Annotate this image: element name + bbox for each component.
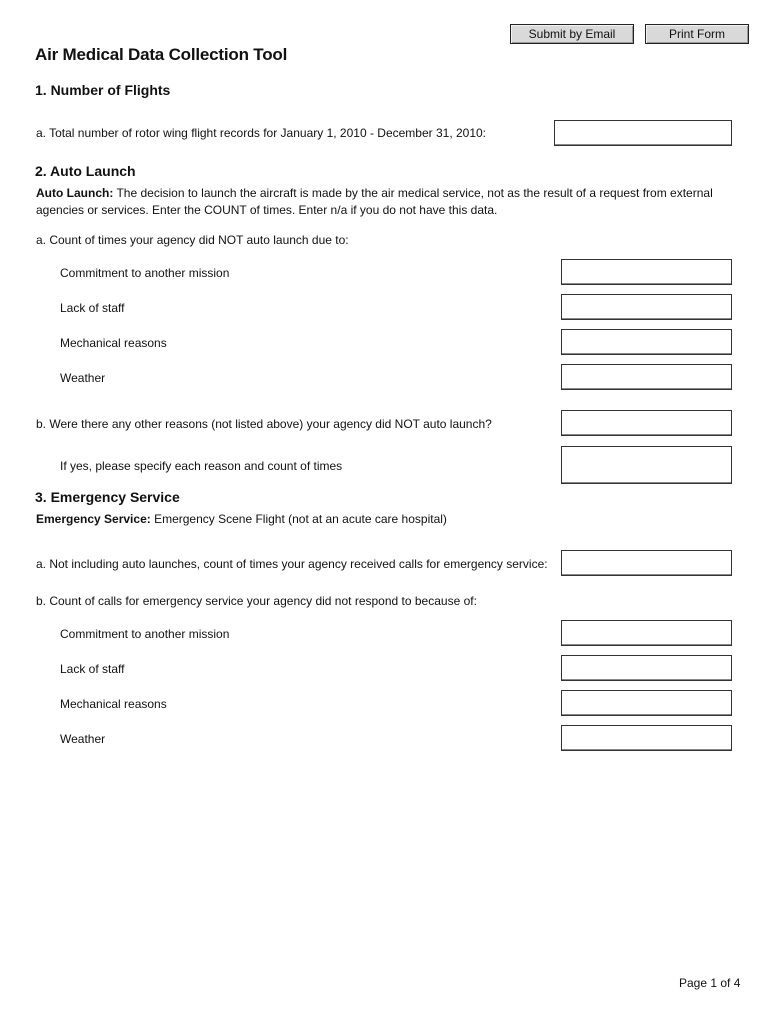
specify-reasons-label: If yes, please specify each reason and count of times (60, 459, 343, 473)
auto-launch-reason-label: Commitment to another mission (60, 266, 230, 280)
section-3-item-b-label: b. Count of calls for emergency service your agency did not respond to because of: (36, 594, 477, 608)
auto-launch-definition (36, 185, 751, 219)
section-2-item-a-label: a. Count of times your agency did NOT auto launch due to: (36, 233, 349, 247)
auto-launch-definition-text: The decision to launch the aircraft is made by the air medical service, not as the result of a request from external agencies or services. Enter the COUNT of times. Enter n/a if you do not have this data. (36, 186, 713, 217)
no-response-reason-label: Weather (60, 732, 106, 746)
emergency-service-term: Emergency Service: (36, 512, 151, 526)
auto-launch-reason-label: Lack of staff (60, 301, 125, 315)
no-response-weather-field[interactable] (561, 725, 732, 751)
no-response-commitment-field[interactable] (561, 620, 732, 646)
specify-reasons-field[interactable] (561, 446, 732, 484)
section-3-item-a-label: a. Not including auto launches, count of times your agency received calls for emergency service: (36, 557, 548, 571)
emergency-calls-field[interactable] (561, 550, 732, 576)
auto-launch-weather-field[interactable] (561, 364, 732, 390)
no-response-reason-label: Mechanical reasons (60, 697, 167, 711)
section-1-heading: 1. Number of Flights (35, 82, 171, 98)
no-response-reason-label: Commitment to another mission (60, 627, 230, 641)
section-2-item-b-label: b. Were there any other reasons (not listed above) your agency did NOT auto launch? (36, 417, 492, 431)
other-reasons-field[interactable] (561, 410, 732, 436)
auto-launch-commitment-field[interactable] (561, 259, 732, 285)
auto-launch-term: Auto Launch: (36, 186, 114, 200)
section-2-heading: 2. Auto Launch (35, 163, 136, 179)
emergency-service-definition (36, 511, 447, 528)
section-3-heading: 3. Emergency Service (35, 489, 180, 505)
print-form-button[interactable]: Print Form (645, 24, 749, 44)
total-flight-records-field[interactable] (554, 120, 732, 146)
auto-launch-staff-field[interactable] (561, 294, 732, 320)
page-title: Air Medical Data Collection Tool (35, 45, 288, 64)
emergency-service-definition-text: Emergency Scene Flight (not at an acute care hospital) (154, 512, 447, 526)
no-response-mechanical-field[interactable] (561, 690, 732, 716)
submit-by-email-button[interactable]: Submit by Email (510, 24, 634, 44)
auto-launch-mechanical-field[interactable] (561, 329, 732, 355)
auto-launch-reason-label: Mechanical reasons (60, 336, 167, 350)
section-1-item-a-label: a. Total number of rotor wing flight records for January 1, 2010 - December 31, 2010: (36, 126, 487, 140)
no-response-staff-field[interactable] (561, 655, 732, 681)
page-number: Page 1 of 4 (679, 976, 741, 990)
no-response-reason-label: Lack of staff (60, 662, 125, 676)
auto-launch-reason-label: Weather (60, 371, 106, 385)
